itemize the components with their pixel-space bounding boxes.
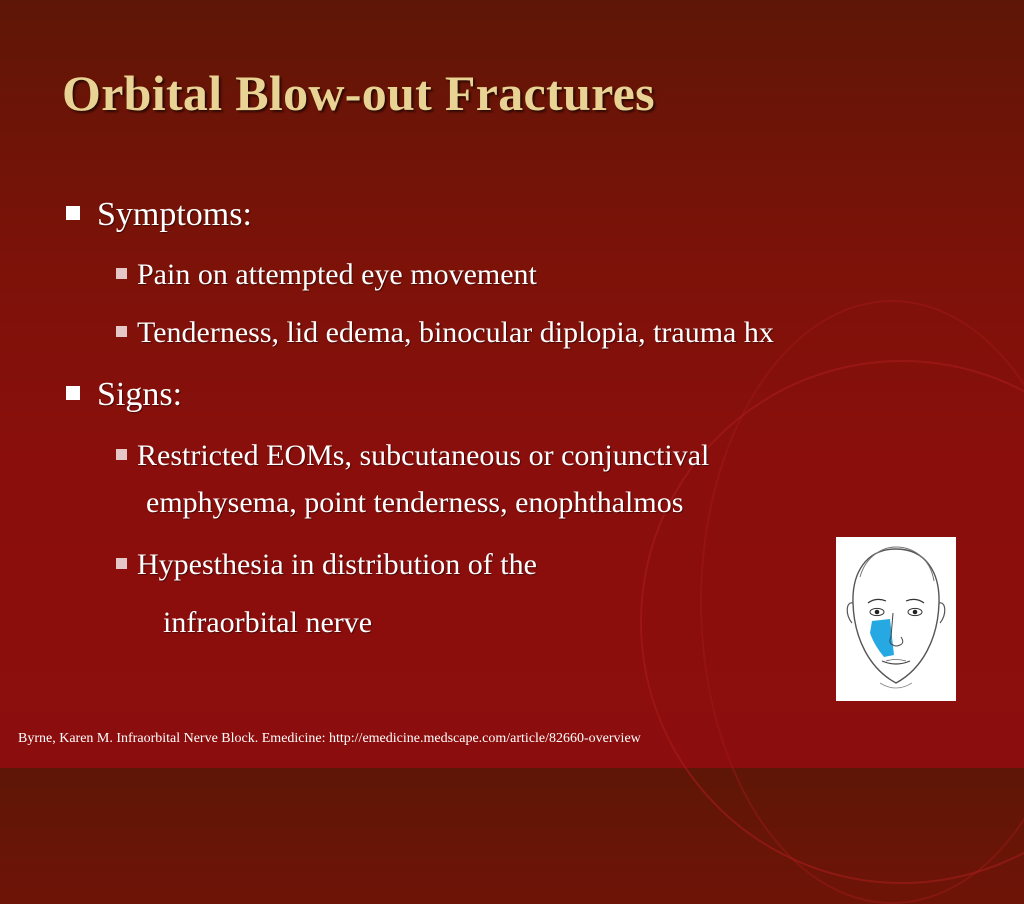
sub-bullet-text: Pain on attempted eye movement bbox=[137, 258, 537, 291]
sub-bullet bbox=[116, 309, 774, 356]
sub-bullet-text: Hypesthesia in distribution of the bbox=[137, 548, 537, 581]
bullet-label: Signs: bbox=[97, 376, 183, 413]
square-bullet-icon bbox=[66, 206, 80, 220]
square-bullet-icon bbox=[116, 449, 127, 460]
sub-bullet bbox=[116, 536, 537, 652]
face-nerve-diagram bbox=[836, 537, 956, 701]
sub-bullet bbox=[116, 251, 537, 298]
square-bullet-icon bbox=[66, 386, 80, 400]
sub-bullet-text-continued: emphysema, point tenderness, enophthalmos bbox=[146, 486, 684, 519]
square-bullet-icon bbox=[116, 268, 127, 279]
sub-bullet-text-continued: infraorbital nerve bbox=[163, 606, 373, 639]
sub-bullet-text: Tenderness, lid edema, binocular diplopia, trauma hx bbox=[137, 316, 774, 349]
sub-bullet bbox=[116, 432, 709, 526]
bullet-symptoms bbox=[66, 195, 252, 235]
bullet-signs bbox=[66, 375, 182, 415]
slide-title: Orbital Blow-out Fractures bbox=[62, 65, 655, 121]
square-bullet-icon bbox=[116, 558, 127, 569]
sub-bullet-text: Restricted EOMs, subcutaneous or conjunctival bbox=[137, 439, 710, 472]
citation: Byrne, Karen M. Infraorbital Nerve Block. Emedicine: http://emedicine.medscape.com/article/82660-overview bbox=[18, 731, 641, 746]
bullet-label: Symptoms: bbox=[97, 196, 252, 233]
square-bullet-icon bbox=[116, 326, 127, 337]
